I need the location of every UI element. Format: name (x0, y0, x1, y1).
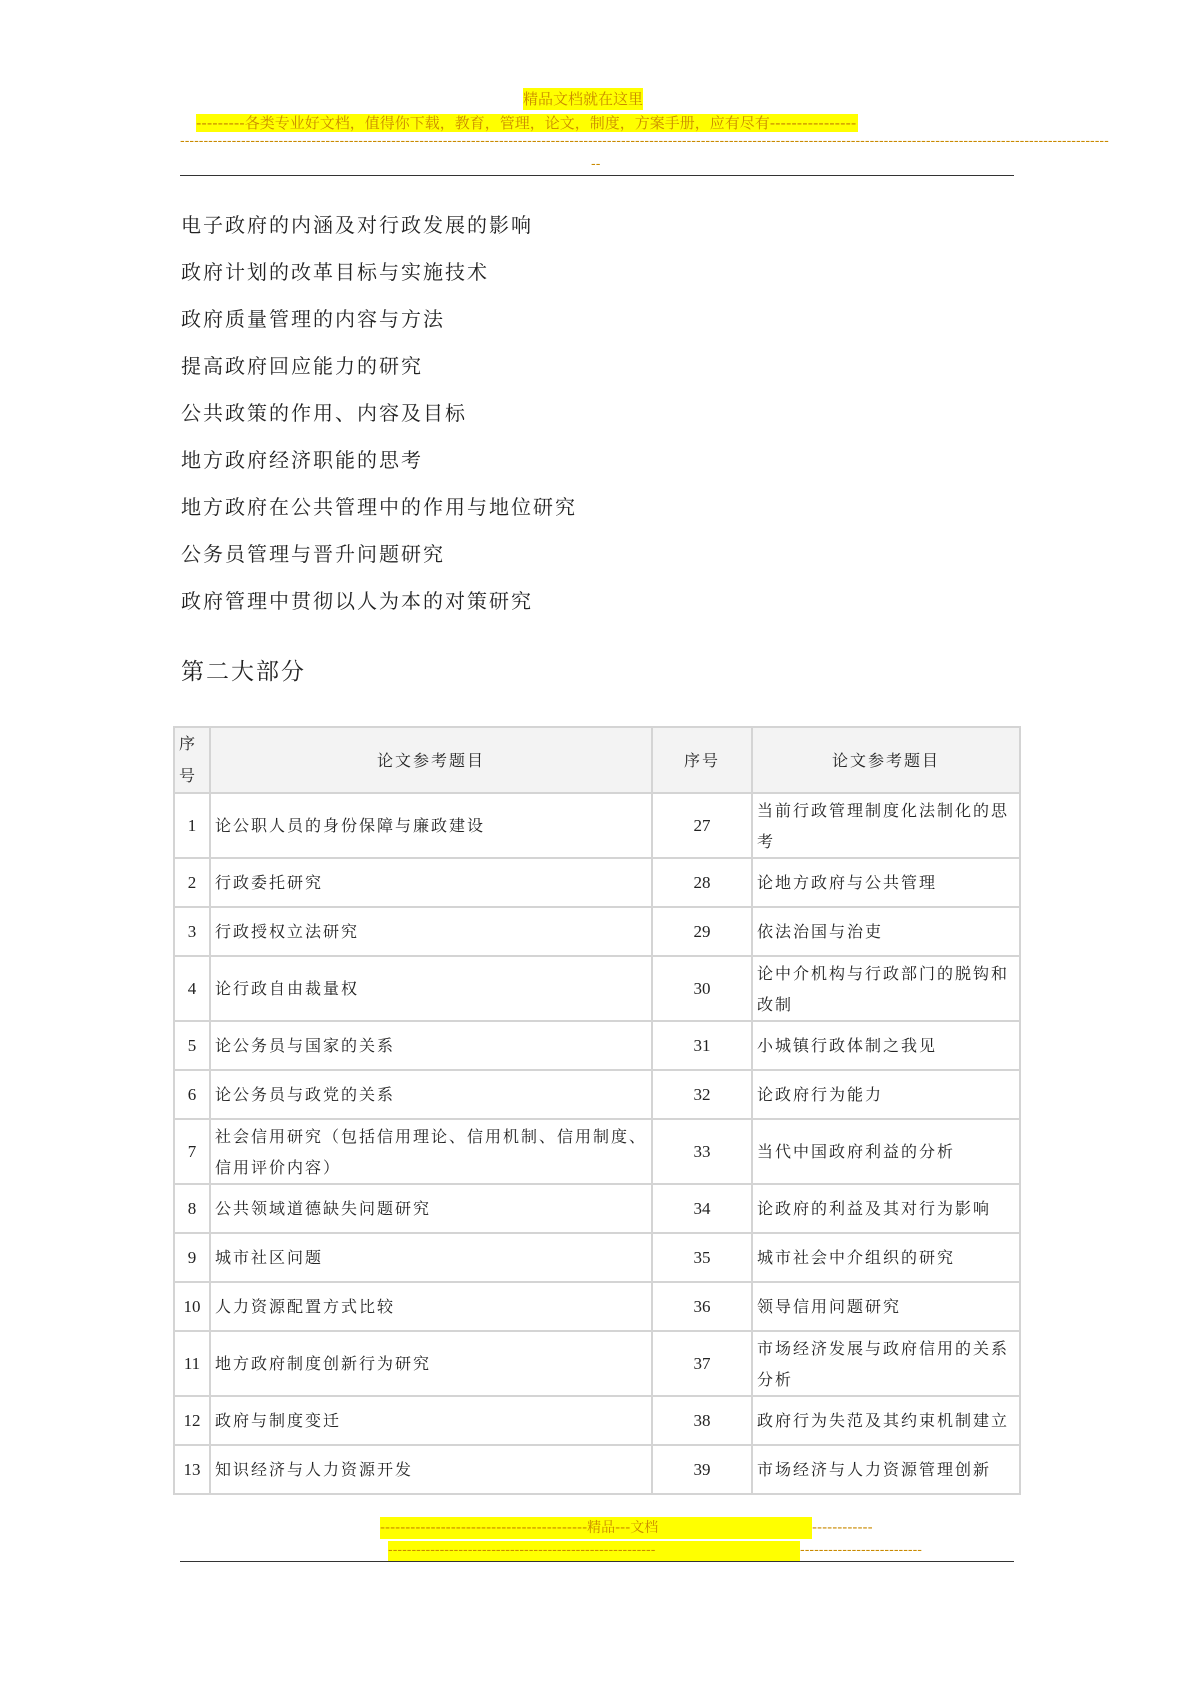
table-row (174, 858, 1020, 907)
row-index-left: 7 (174, 1119, 210, 1184)
row-index-left: 5 (174, 1021, 210, 1070)
header-title: 精品文档就在这里 (523, 90, 644, 108)
row-title-right: 论政府行为能力 (752, 1070, 1020, 1119)
row-title-left: 行政授权立法研究 (210, 907, 652, 956)
table-row (174, 1119, 1020, 1184)
row-title-right: 领导信用问题研究 (752, 1282, 1020, 1331)
footer-line2-tail: -------------------------- (800, 1543, 922, 1558)
row-title-left: 政府与制度变迁 (210, 1396, 652, 1445)
header-tagline (196, 111, 1036, 135)
row-index-right: 35 (652, 1233, 752, 1282)
header-index-right: 序号 (652, 727, 752, 793)
table-row (174, 907, 1020, 956)
row-title-right: 依法治国与治吏 (752, 907, 1020, 956)
row-title-left: 公共领域道德缺失问题研究 (210, 1184, 652, 1233)
footer-rule (180, 1561, 1014, 1562)
row-title-right: 市场经济与人力资源管理创新 (752, 1445, 1020, 1494)
topic-item: 公共政策的作用、内容及目标 (181, 401, 467, 425)
footer-line2-highlight: --------------------------------------------------------- (388, 1541, 800, 1561)
topic-item: 政府质量管理的内容与方法 (181, 307, 445, 331)
topic-item: 地方政府在公共管理中的作用与地位研究 (181, 495, 577, 519)
row-title-right: 城市社会中介组织的研究 (752, 1233, 1020, 1282)
table-row (174, 1396, 1020, 1445)
row-index-right: 30 (652, 956, 752, 1021)
row-index-left: 13 (174, 1445, 210, 1494)
footer-line1-tail: ------------ (812, 1520, 873, 1536)
header-dash-line: ------------------------------------------------------------------------------------------------------------------------------------------------------------------------------------------------------ (180, 134, 1109, 149)
topic-item: 提高政府回应能力的研究 (181, 354, 423, 378)
row-index-left: 11 (174, 1331, 210, 1396)
header-index-left: 序号 (174, 727, 210, 793)
row-index-left: 8 (174, 1184, 210, 1233)
row-title-left: 城市社区问题 (210, 1233, 652, 1282)
row-title-left: 论公务员与国家的关系 (210, 1021, 652, 1070)
row-index-left: 10 (174, 1282, 210, 1331)
row-index-right: 28 (652, 858, 752, 907)
row-index-left: 2 (174, 858, 210, 907)
row-index-right: 27 (652, 793, 752, 858)
topic-item: 地方政府经济职能的思考 (181, 448, 423, 472)
row-index-left: 12 (174, 1396, 210, 1445)
header-title-left: 论文参考题目 (210, 727, 652, 793)
topic-item: 政府管理中贯彻以人为本的对策研究 (181, 589, 533, 613)
row-title-right: 论政府的利益及其对行为影响 (752, 1184, 1020, 1233)
footer-line2 (388, 1541, 1012, 1561)
row-index-right: 31 (652, 1021, 752, 1070)
table-row (174, 1331, 1020, 1396)
row-index-right: 36 (652, 1282, 752, 1331)
header-title-right: 论文参考题目 (752, 727, 1020, 793)
row-index-left: 3 (174, 907, 210, 956)
topic-item: 政府计划的改革目标与实施技术 (181, 260, 489, 284)
header-rule (180, 175, 1014, 176)
section-heading: 第二大部分 (181, 659, 306, 685)
header-dash-short: -- (591, 157, 601, 172)
row-index-left: 6 (174, 1070, 210, 1119)
topic-list (181, 208, 577, 631)
topic-item: 电子政府的内涵及对行政发展的影响 (181, 213, 533, 237)
row-index-left: 9 (174, 1233, 210, 1282)
row-index-right: 32 (652, 1070, 752, 1119)
row-title-left: 社会信用研究（包括信用理论、信用机制、信用制度、信用评价内容） (210, 1119, 652, 1184)
table-row (174, 1445, 1020, 1494)
row-title-left: 行政委托研究 (210, 858, 652, 907)
table-header-row (174, 727, 1020, 793)
row-index-right: 34 (652, 1184, 752, 1233)
row-index-right: 29 (652, 907, 752, 956)
row-title-left: 人力资源配置方式比较 (210, 1282, 652, 1331)
row-index-right: 39 (652, 1445, 752, 1494)
table-row (174, 1070, 1020, 1119)
footer-line1-highlight: -----------------------------------------精品---文档 (380, 1517, 812, 1539)
topics-table (173, 726, 1021, 1495)
table-row (174, 1021, 1020, 1070)
row-title-left: 论公务员与政党的关系 (210, 1070, 652, 1119)
row-title-right: 政府行为失范及其约束机制建立 (752, 1396, 1020, 1445)
row-index-left: 4 (174, 956, 210, 1021)
footer-line1 (380, 1517, 900, 1539)
table-row (174, 1282, 1020, 1331)
row-title-right: 论地方政府与公共管理 (752, 858, 1020, 907)
row-title-left: 论公职人员的身份保障与廉政建设 (210, 793, 652, 858)
row-title-left: 地方政府制度创新行为研究 (210, 1331, 652, 1396)
table-row (174, 793, 1020, 858)
row-index-left: 1 (174, 793, 210, 858)
table-row (174, 1233, 1020, 1282)
table-row (174, 956, 1020, 1021)
header-tagline-text: ---------各类专业好文档，值得你下载，教育，管理，论文，制度，方案手册，应有尽有---------------- (196, 114, 857, 132)
row-title-right: 当代中国政府利益的分析 (752, 1119, 1020, 1184)
row-title-right: 论中介机构与行政部门的脱钩和改制 (752, 956, 1020, 1021)
row-index-right: 37 (652, 1331, 752, 1396)
row-title-right: 市场经济发展与政府信用的关系分析 (752, 1331, 1020, 1396)
row-index-right: 38 (652, 1396, 752, 1445)
row-title-right: 当前行政管理制度化法制化的思考 (752, 793, 1020, 858)
row-title-right: 小城镇行政体制之我见 (752, 1021, 1020, 1070)
topic-item: 公务员管理与晋升问题研究 (181, 542, 445, 566)
table-row (174, 1184, 1020, 1233)
row-title-left: 知识经济与人力资源开发 (210, 1445, 652, 1494)
row-title-left: 论行政自由裁量权 (210, 956, 652, 1021)
row-index-right: 33 (652, 1119, 752, 1184)
